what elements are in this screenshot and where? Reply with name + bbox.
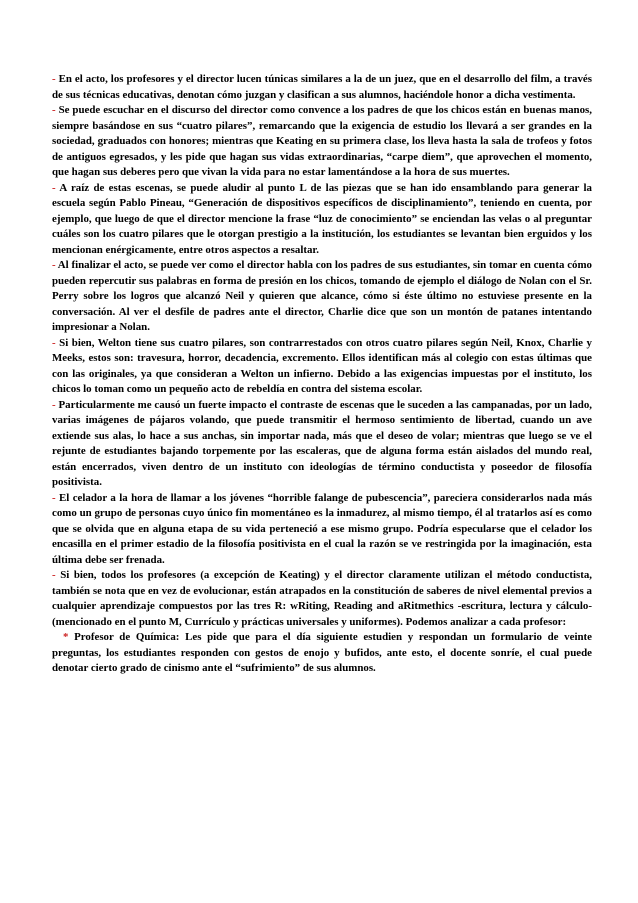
paragraph-7 — [52, 491, 592, 569]
paragraph-8 — [52, 568, 592, 630]
dash-marker: - — [52, 398, 56, 411]
document-body — [52, 72, 592, 677]
paragraph-4 — [52, 258, 592, 336]
paragraph-9 — [52, 630, 592, 677]
paragraph-text: Se puede escuchar en el discurso del director como convence a los padres de que los chicos están en buenas manos, siempre basándose en sus “cuatro pilares”, remarcando que la exigencia de estudio los llevará a ser grandes en la sociedad, graduados con honores; mientras que Keating en su primera clase, los lleva hasta la sala de trofeos y fotos de antiguos egresados, y les pide que hagan sus vidas extraordinarias, “carpe diem”, que aprovechen el momento, que hagan sus deberes pero que vivan la vida para no estar lamentándose a la hora de sus muertes. — [52, 104, 592, 178]
paragraph-text: En el acto, los profesores y el director lucen túnicas similares a la de un juez, que en el desarrollo del film, a través de sus técnicas educativas, denotan cómo juzgan y clasifican a sus alumnos, haciéndole honor a dicha vestimenta. — [52, 73, 592, 101]
paragraph-2 — [52, 103, 592, 181]
paragraph-text: Al finalizar el acto, se puede ver como el director habla con los padres de sus estudiantes, sin tomar en cuenta cómo pueden repercutir sus palabras en forma de presión en los chicos, tomando de ejemplo el diálogo de Nolan con el Sr. Perry sobre los logros que alcanzó Neil y quieren que alcance, cómo si éste último no estuviese presente en la conversación. Al ver el desfile de padres ante el director, Charlie dice que son un montón de patanes intentando impresionar a Nolan. — [52, 259, 592, 333]
paragraph-text: A raíz de estas escenas, se puede aludir al punto L de las piezas que se han ido ensamblando para generar la escuela según Pablo Pineau, “Generación de dispositivos específicos de disciplinamiento”, teniendo en cuenta, por ejemplo, que luego de que el director mencione la frase “luz de conocimiento” se enciendan las velas o al preguntar cuáles son los cuatro pilares que le otorgan prestigio a la institución, los estudiantes se levantan bien erguidos y los mencionan enérgicamente, entre otros aspectos a resaltar. — [52, 181, 592, 256]
paragraph-text: El celador a la hora de llamar a los jóvenes “horrible falange de pubescencia”, pareciera considerarlos nada más como un grupo de personas cuyo único fin momentáneo es la inmadurez, al mismo tiempo, él al tratarlos así es como que se olvida que en alguna etapa de su vida perteneció a ese mismo grupo. Podría especularse que el celador los encasilla en el primer estadio de la filosofía positivista en el cual la razón se ve restringida por la imaginación, esta última debe ser frenada. — [52, 491, 592, 566]
paragraph-text: Si bien, Welton tiene sus cuatro pilares, son contrarrestados con otros cuatro pilares según Neil, Knox, Charlie y Meeks, estos son: travesura, horror, decadencia, excremento. Ellos identifican más al colegio con estas últimas que con las originales, ya que consideran a Welton un infierno. Debido a las exigencias impuestas por el instituto, los chicos lo toman como un pequeño acto de rebeldía en contra del sistema escolar. — [52, 336, 592, 395]
asterisk-marker: * — [63, 631, 69, 643]
paragraph-5 — [52, 336, 592, 398]
dash-marker: - — [52, 104, 56, 116]
dash-marker: - — [52, 336, 56, 349]
paragraph-6 — [52, 398, 592, 491]
paragraph-text: Particularmente me causó un fuerte impacto el contraste de escenas que le suceden a las campanadas, por un lado, varias imágenes de pájaros volando, que puede transmitir el hermoso sentimiento de libertad, cuando un ave extiende sus alas, lo hace a sus anchas, sin importar nada, más que el deseo de volar; mientras que luego se ve el rejunte de estudiantes bajando torpemente por las escaleras, que de alguna forma están aislados del mundo real, están encerrados, viven dentro de un instituto con ideologías de término conductista y poseedor de filosofía positivista. — [52, 398, 592, 488]
dash-marker: - — [52, 73, 56, 85]
paragraph-text: Si bien, todos los profesores (a excepción de Keating) y el director claramente utilizan el método conductista, también se nota que en vez de evolucionar, están atrapados en la constitución de saberes de nivel elemental previos a cualquier aprendizaje compuestos por las tres R: wRiting, Reading and aRitmethics -escritura, lectura y cálculo- (mencionado en el punto M, Currículo y prácticas universales y uniformes). Podemos analizar a cada profesor: — [52, 569, 592, 628]
dash-marker: - — [52, 259, 56, 271]
paragraph-text: Profesor de Química: Les pide que para el día siguiente estudien y respondan un formulario de veinte preguntas, los estudiantes responden con gestos de enojo y bufidos, ante esto, el docente sonríe, el cual puede denotar cierto grado de cinismo ante el “sufrimiento” de sus alumnos. — [52, 631, 592, 674]
dash-marker: - — [52, 181, 56, 194]
dash-marker: - — [52, 569, 56, 581]
paragraph-1 — [52, 72, 592, 103]
paragraph-3 — [52, 181, 592, 259]
dash-marker: - — [52, 491, 56, 504]
